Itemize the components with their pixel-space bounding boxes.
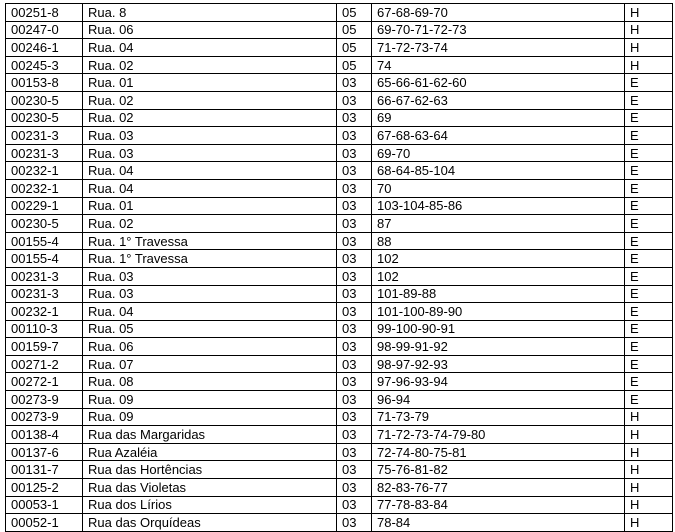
zone-cell: 03: [337, 373, 372, 391]
table-row: [6, 320, 673, 338]
type-cell: E: [625, 250, 673, 268]
code-cell: 00232-1: [6, 179, 83, 197]
lots-cell: 78-84: [372, 514, 625, 532]
code-cell: 00138-4: [6, 426, 83, 444]
lots-cell: 87: [372, 215, 625, 233]
street-cell: Rua. 01: [83, 74, 337, 92]
type-cell: E: [625, 232, 673, 250]
street-cell: Rua. 06: [83, 338, 337, 356]
code-cell: 00231-3: [6, 285, 83, 303]
street-cell: Rua. 09: [83, 408, 337, 426]
code-cell: 00230-5: [6, 91, 83, 109]
zone-cell: 03: [337, 355, 372, 373]
zone-cell: 03: [337, 232, 372, 250]
type-cell: E: [625, 285, 673, 303]
table-row: [6, 74, 673, 92]
lots-cell: 71-72-73-74: [372, 39, 625, 57]
zone-cell: 03: [337, 426, 372, 444]
type-cell: E: [625, 338, 673, 356]
street-cell: Rua. 06: [83, 21, 337, 39]
table-row: [6, 373, 673, 391]
code-cell: 00155-4: [6, 250, 83, 268]
table-row: [6, 285, 673, 303]
code-cell: 00273-9: [6, 408, 83, 426]
type-cell: H: [625, 4, 673, 22]
table-row: [6, 162, 673, 180]
type-cell: E: [625, 373, 673, 391]
code-cell: 00231-3: [6, 127, 83, 145]
type-cell: H: [625, 496, 673, 514]
table-row: [6, 21, 673, 39]
code-cell: 00272-1: [6, 373, 83, 391]
lots-cell: 69-70: [372, 144, 625, 162]
zone-cell: 03: [337, 74, 372, 92]
code-cell: 00125-2: [6, 479, 83, 497]
type-cell: H: [625, 479, 673, 497]
table-row: [6, 109, 673, 127]
zone-cell: 03: [337, 109, 372, 127]
lots-cell: 82-83-76-77: [372, 479, 625, 497]
table-row: [6, 443, 673, 461]
code-cell: 00110-3: [6, 320, 83, 338]
lots-cell: 102: [372, 250, 625, 268]
lots-cell: 71-72-73-74-79-80: [372, 426, 625, 444]
zone-cell: 03: [337, 303, 372, 321]
zone-cell: 05: [337, 39, 372, 57]
street-cell: Rua dos Lírios: [83, 496, 337, 514]
type-cell: H: [625, 443, 673, 461]
type-cell: H: [625, 514, 673, 532]
code-cell: 00137-6: [6, 443, 83, 461]
lots-cell: 66-67-62-63: [372, 91, 625, 109]
street-cell: Rua. 02: [83, 215, 337, 233]
zone-cell: 03: [337, 197, 372, 215]
zone-cell: 03: [337, 215, 372, 233]
code-cell: 00232-1: [6, 162, 83, 180]
type-cell: H: [625, 21, 673, 39]
type-cell: H: [625, 56, 673, 74]
street-cell: Rua. 02: [83, 91, 337, 109]
table-row: [6, 461, 673, 479]
street-cell: Rua. 04: [83, 39, 337, 57]
code-cell: 00273-9: [6, 391, 83, 409]
zone-cell: 03: [337, 144, 372, 162]
lots-cell: 99-100-90-91: [372, 320, 625, 338]
lots-cell: 98-99-91-92: [372, 338, 625, 356]
street-cell: Rua das Violetas: [83, 479, 337, 497]
zone-cell: 03: [337, 267, 372, 285]
type-cell: E: [625, 391, 673, 409]
lots-cell: 70: [372, 179, 625, 197]
street-cell: Rua. 04: [83, 303, 337, 321]
zone-cell: 03: [337, 443, 372, 461]
code-cell: 00153-8: [6, 74, 83, 92]
street-cell: Rua. 02: [83, 56, 337, 74]
street-cell: Rua. 05: [83, 320, 337, 338]
type-cell: E: [625, 162, 673, 180]
street-cell: Rua das Hortências: [83, 461, 337, 479]
zone-cell: 05: [337, 21, 372, 39]
type-cell: E: [625, 144, 673, 162]
table-row: [6, 479, 673, 497]
zone-cell: 03: [337, 127, 372, 145]
street-cell: Rua. 01: [83, 197, 337, 215]
street-cell: Rua das Orquídeas: [83, 514, 337, 532]
table-row: [6, 426, 673, 444]
table-row: [6, 232, 673, 250]
table-row: [6, 4, 673, 22]
street-cell: Rua. 02: [83, 109, 337, 127]
table-row: [6, 144, 673, 162]
zone-cell: 05: [337, 4, 372, 22]
type-cell: H: [625, 426, 673, 444]
code-cell: 00246-1: [6, 39, 83, 57]
zone-cell: 03: [337, 162, 372, 180]
street-cell: Rua. 1° Travessa: [83, 250, 337, 268]
lots-cell: 65-66-61-62-60: [372, 74, 625, 92]
lots-cell: 96-94: [372, 391, 625, 409]
table-row: [6, 355, 673, 373]
zone-cell: 03: [337, 479, 372, 497]
zone-cell: 03: [337, 320, 372, 338]
code-cell: 00230-5: [6, 215, 83, 233]
type-cell: H: [625, 408, 673, 426]
code-cell: 00155-4: [6, 232, 83, 250]
zone-cell: 03: [337, 391, 372, 409]
type-cell: E: [625, 179, 673, 197]
table-row: [6, 91, 673, 109]
street-cell: Rua. 08: [83, 373, 337, 391]
table-row: [6, 197, 673, 215]
zone-cell: 03: [337, 250, 372, 268]
zone-cell: 03: [337, 496, 372, 514]
table-row: [6, 338, 673, 356]
type-cell: E: [625, 91, 673, 109]
table-row: [6, 391, 673, 409]
code-cell: 00271-2: [6, 355, 83, 373]
lots-cell: 69: [372, 109, 625, 127]
lots-cell: 102: [372, 267, 625, 285]
table-row: [6, 250, 673, 268]
street-cell: Rua das Margaridas: [83, 426, 337, 444]
type-cell: E: [625, 303, 673, 321]
code-cell: 00229-1: [6, 197, 83, 215]
lots-cell: 101-100-89-90: [372, 303, 625, 321]
lots-cell: 101-89-88: [372, 285, 625, 303]
zone-cell: 03: [337, 91, 372, 109]
type-cell: E: [625, 109, 673, 127]
type-cell: E: [625, 267, 673, 285]
code-cell: 00232-1: [6, 303, 83, 321]
code-cell: 00247-0: [6, 21, 83, 39]
lots-cell: 74: [372, 56, 625, 74]
street-cell: Rua. 03: [83, 144, 337, 162]
street-cell: Rua. 04: [83, 162, 337, 180]
type-cell: H: [625, 39, 673, 57]
table-row: [6, 215, 673, 233]
lots-cell: 67-68-63-64: [372, 127, 625, 145]
lots-table-body: [6, 4, 673, 532]
type-cell: E: [625, 74, 673, 92]
lots-cell: 98-97-92-93: [372, 355, 625, 373]
code-cell: 00131-7: [6, 461, 83, 479]
table-row: [6, 39, 673, 57]
code-cell: 00052-1: [6, 514, 83, 532]
lots-cell: 75-76-81-82: [372, 461, 625, 479]
code-cell: 00251-8: [6, 4, 83, 22]
street-cell: Rua. 04: [83, 179, 337, 197]
lots-cell: 103-104-85-86: [372, 197, 625, 215]
code-cell: 00231-3: [6, 267, 83, 285]
zone-cell: 03: [337, 285, 372, 303]
table-row: [6, 496, 673, 514]
zone-cell: 03: [337, 461, 372, 479]
type-cell: E: [625, 215, 673, 233]
type-cell: E: [625, 197, 673, 215]
lots-cell: 71-73-79: [372, 408, 625, 426]
table-row: [6, 514, 673, 532]
lots-cell: 88: [372, 232, 625, 250]
table-row: [6, 127, 673, 145]
lots-table: [5, 3, 673, 532]
zone-cell: 03: [337, 408, 372, 426]
lots-cell: 97-96-93-94: [372, 373, 625, 391]
type-cell: E: [625, 127, 673, 145]
zone-cell: 03: [337, 514, 372, 532]
type-cell: E: [625, 355, 673, 373]
street-cell: Rua Azaléia: [83, 443, 337, 461]
code-cell: 00053-1: [6, 496, 83, 514]
table-row: [6, 303, 673, 321]
lots-cell: 72-74-80-75-81: [372, 443, 625, 461]
code-cell: 00245-3: [6, 56, 83, 74]
street-cell: Rua. 03: [83, 285, 337, 303]
street-cell: Rua. 1° Travessa: [83, 232, 337, 250]
lots-cell: 69-70-71-72-73: [372, 21, 625, 39]
lots-cell: 77-78-83-84: [372, 496, 625, 514]
street-cell: Rua. 09: [83, 391, 337, 409]
type-cell: E: [625, 320, 673, 338]
street-cell: Rua. 03: [83, 127, 337, 145]
code-cell: 00159-7: [6, 338, 83, 356]
street-cell: Rua. 07: [83, 355, 337, 373]
table-row: [6, 179, 673, 197]
table-row: [6, 408, 673, 426]
street-cell: Rua. 03: [83, 267, 337, 285]
table-row: [6, 267, 673, 285]
type-cell: H: [625, 461, 673, 479]
lots-cell: 68-64-85-104: [372, 162, 625, 180]
street-cell: Rua. 8: [83, 4, 337, 22]
code-cell: 00231-3: [6, 144, 83, 162]
lots-cell: 67-68-69-70: [372, 4, 625, 22]
zone-cell: 03: [337, 338, 372, 356]
zone-cell: 05: [337, 56, 372, 74]
table-row: [6, 56, 673, 74]
code-cell: 00230-5: [6, 109, 83, 127]
zone-cell: 03: [337, 179, 372, 197]
